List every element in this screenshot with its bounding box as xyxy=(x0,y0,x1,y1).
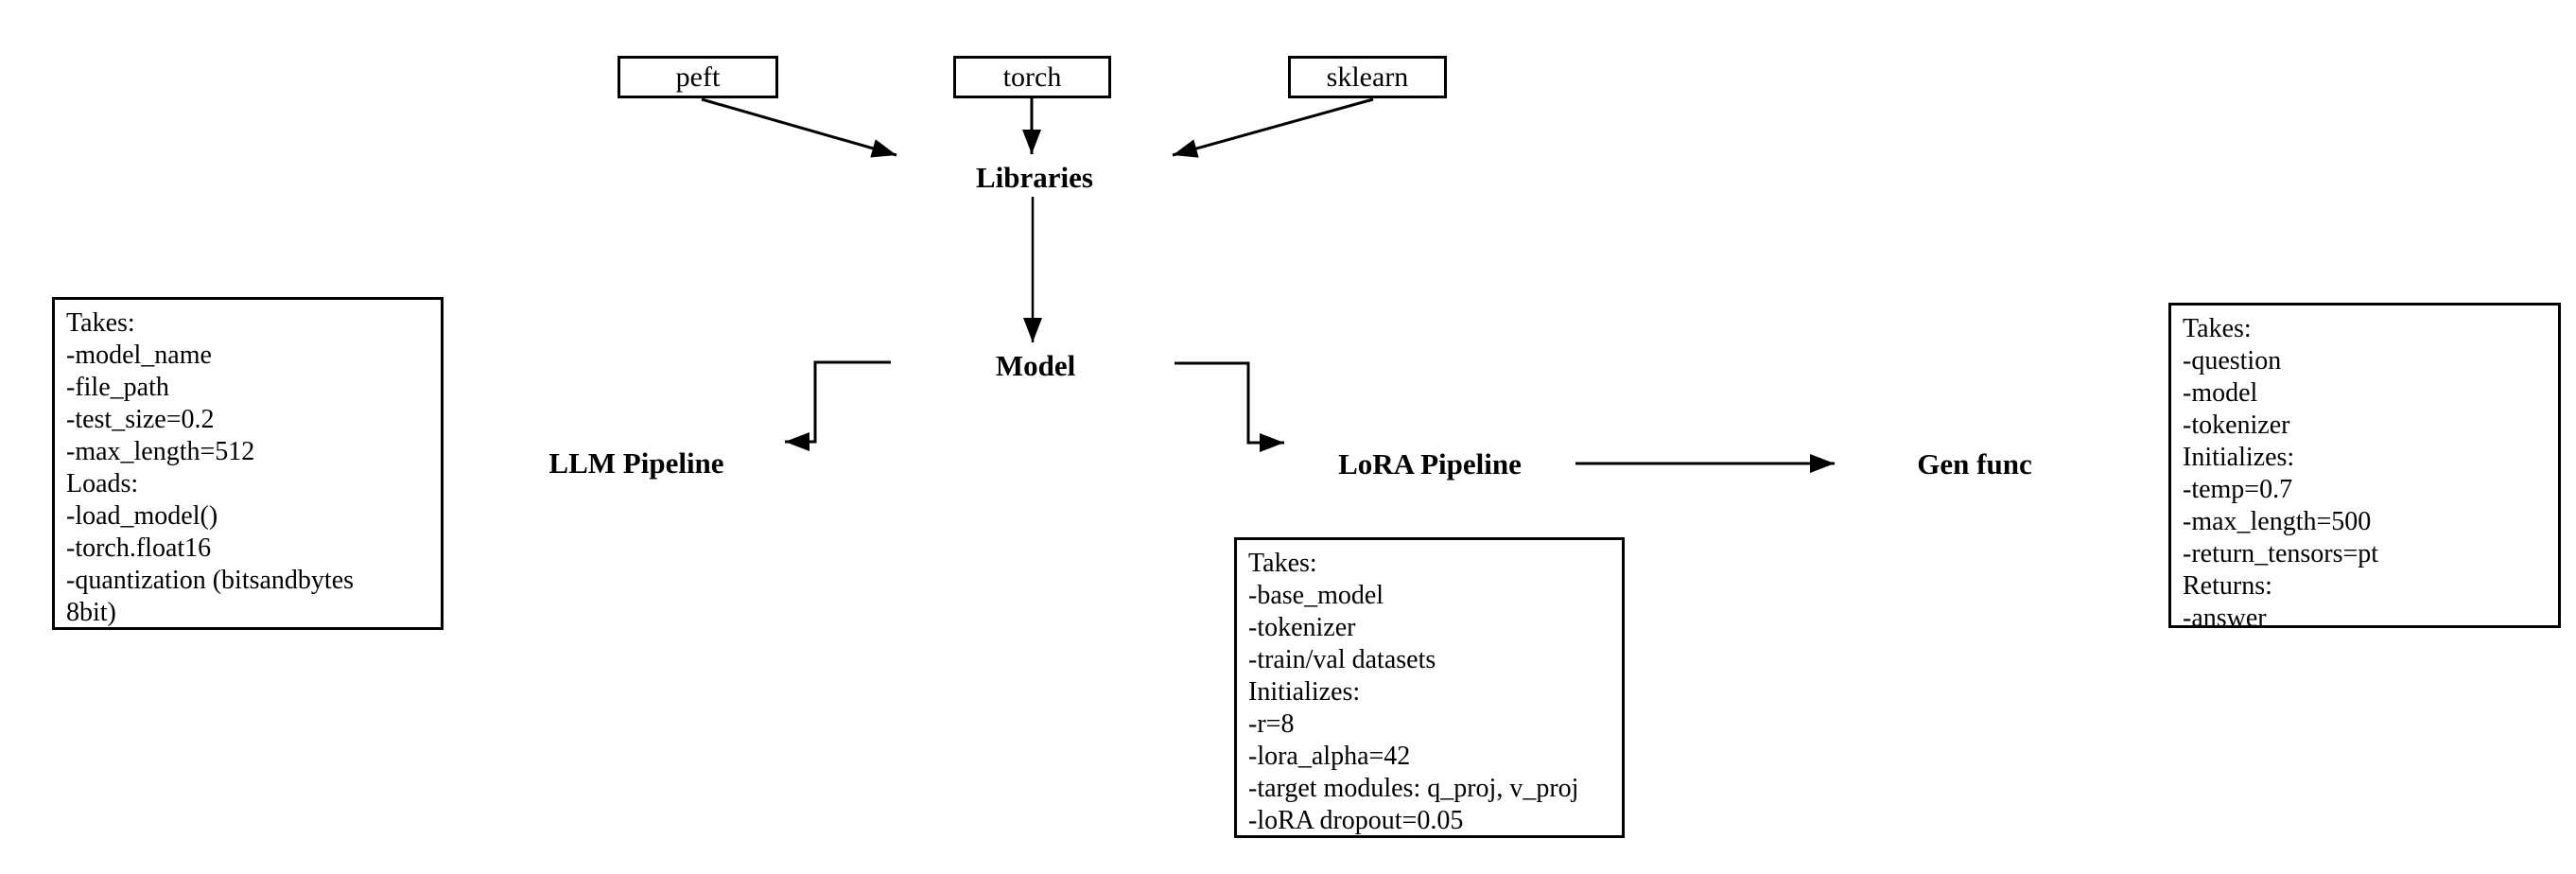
note-line: Takes: xyxy=(1248,549,1317,578)
node-label-llm-pipeline: LLM Pipeline xyxy=(548,446,724,480)
note-line: -max_length=500 xyxy=(2183,507,2372,536)
note-line: -torch.float16 xyxy=(66,533,212,563)
arrow-model-to-llm-pipeline xyxy=(785,362,891,442)
note-line: -return_tensors=pt xyxy=(2183,539,2379,568)
node-label-model: Model xyxy=(995,349,1076,382)
note-line: -r=8 xyxy=(1248,709,1295,739)
note-line: Initializes: xyxy=(1248,677,1361,707)
note-line: Takes: xyxy=(2183,314,2252,343)
arrow-sklearn-to-libraries xyxy=(1173,99,1373,155)
node-box-peft xyxy=(618,56,778,98)
note-line: -test_size=0.2 xyxy=(66,405,215,434)
note-line: -lora_alpha=42 xyxy=(1248,742,1411,771)
note-line: -load_model() xyxy=(66,501,218,531)
note-line: -model_name xyxy=(66,341,212,370)
note-line: Returns: xyxy=(2183,571,2272,601)
note-line: Takes: xyxy=(66,308,135,338)
node-label-lora-pipeline: LoRA Pipeline xyxy=(1338,447,1522,481)
arrow-model-to-lora-pipeline xyxy=(1175,363,1284,443)
node-label-gen-func: Gen func xyxy=(1917,447,2032,481)
note-line: 8bit) xyxy=(66,598,116,627)
note-line: -file_path xyxy=(66,373,169,402)
node-box-torch xyxy=(953,56,1111,98)
note-line: -temp=0.7 xyxy=(2183,475,2293,504)
node-box-sklearn xyxy=(1288,56,1447,98)
note-box-gen-func xyxy=(2168,303,2561,633)
note-line: -question xyxy=(2183,346,2282,376)
note-line: -loRA dropout=0.05 xyxy=(1248,806,1464,835)
node-label-libraries: Libraries xyxy=(976,161,1093,194)
node-label-torch: torch xyxy=(1002,61,1062,93)
note-line: -model xyxy=(2183,378,2258,408)
note-box-llm-pipeline xyxy=(52,297,444,630)
arrow-peft-to-libraries xyxy=(702,99,896,155)
note-line: -train/val datasets xyxy=(1248,645,1436,674)
note-line: Loads: xyxy=(66,469,139,498)
note-line: -tokenizer xyxy=(2183,411,2290,440)
note-line: -answer xyxy=(2183,603,2267,633)
note-line: Initializes: xyxy=(2183,443,2295,472)
note-line: -max_length=512 xyxy=(66,437,255,466)
node-label-peft: peft xyxy=(675,61,721,93)
note-line: -target modules: q_proj, v_proj xyxy=(1248,774,1579,803)
note-box-lora-pipeline xyxy=(1234,537,1625,838)
note-line: -quantization (bitsandbytes xyxy=(66,566,355,595)
node-label-sklearn: sklearn xyxy=(1326,61,1409,93)
note-line: -base_model xyxy=(1248,581,1384,610)
note-line: -tokenizer xyxy=(1248,613,1356,642)
